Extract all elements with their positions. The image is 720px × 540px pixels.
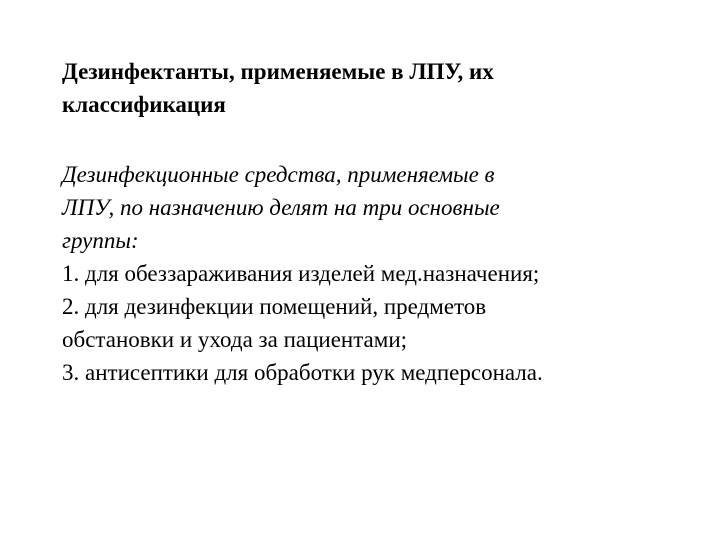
slide-body: [62, 158, 702, 389]
list-item-2-continued: обстановки и ухода за пациентами;: [62, 327, 408, 352]
intro-text-line: группы:: [62, 228, 139, 253]
list-item-3: 3. антисептики для обработки рук медперсонала.: [62, 360, 543, 385]
slide-title-line: классификация: [62, 92, 226, 117]
slide-title: [62, 55, 682, 121]
list-item-2: 2. для дезинфекции помещений, предметов: [62, 294, 487, 319]
list-item-1: 1. для обеззараживания изделей мед.назначения;: [62, 261, 540, 286]
intro-text-line: ЛПУ, по назначению делят на три основные: [62, 195, 500, 220]
slide-title-line: Дезинфектанты, применяемые в ЛПУ, их: [62, 59, 494, 84]
intro-text-line: Дезинфекционные средства, применяемые в: [62, 162, 495, 187]
